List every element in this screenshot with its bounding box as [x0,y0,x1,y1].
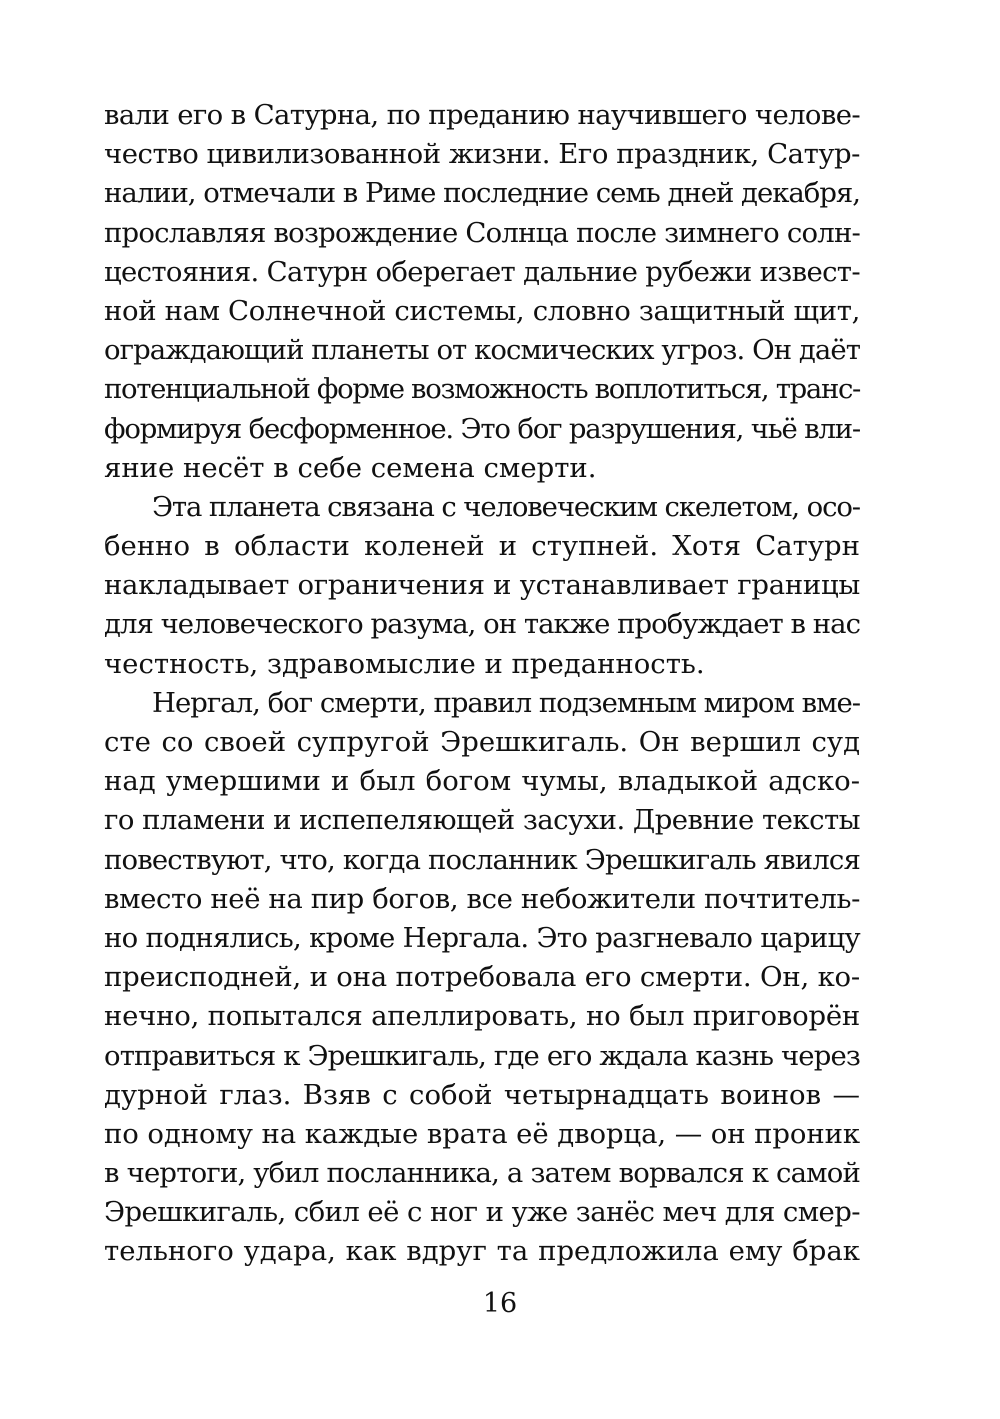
text-line: яние несёт в себе семена смерти. [104,451,597,484]
text-line: над умершими и был богом чумы, владыкой адско- [104,765,860,798]
text-line: ной нам Солнечной системы, словно защитный щит, [104,294,861,327]
text-line: но поднялись, кроме Нергала. Это разгневало царицу [104,921,860,954]
text-line: накладывает ограничения и устанавливает границы [104,569,860,602]
text-line: отправиться к Эрешкигаль, где его ждала казнь через [104,1039,861,1072]
paragraph [104,684,860,1272]
text-line: Нергал, бог смерти, правил подземным миром вме- [152,686,861,719]
text-line: по одному на каждые врата её дворца, — он проник [104,1117,860,1150]
text-line: Эрешкигаль, сбил её с ног и уже занёс меч для смер- [104,1196,860,1229]
text-line: прославляя возрождение Солнца после зимнего солн- [104,216,860,249]
paragraph [104,488,860,684]
text-line: нечно, попытался апеллировать, но был приговорён [104,1000,860,1033]
text-line: в чертоги, убил посланника, а затем ворвался к самой [104,1157,861,1190]
text-line: формируя бесформенное. Это бог разрушения, чьё вли- [104,412,860,445]
text-line: честность, здравомыслие и преданность. [104,647,705,680]
text-line: потенциальной форме возможность воплотиться, транс- [104,373,861,406]
text-line: повествуют, что, когда посланник Эрешкигаль явился [104,843,860,876]
text-line: сте со своей супругой Эрешкигаль. Он вершил суд [104,726,860,758]
text-line: ограждающий планеты от космических угроз. Он даёт [104,334,860,367]
text-line: для человеческого разума, он также пробуждает в нас [104,608,860,641]
text-line: чество цивилизованной жизни. Его праздник, Сатур- [104,138,860,171]
text-line: вали его в Сатурна, по преданию научившего челове- [104,99,860,131]
text-line: тельного удара, как вдруг та предложила ему брак [104,1235,860,1268]
text-line: преисподней, и она потребовала его смерти. Он, ко- [104,961,861,994]
text-line: го пламени и испепеляющей засухи. Древние тексты [104,804,860,837]
text-line: Эта планета связана с человеческим скелетом, осо- [152,490,860,523]
body-text [104,96,860,1272]
text-line: налии, отмечали в Риме последние семь дней декабря, [104,177,861,210]
page-number: 16 [482,1288,518,1319]
text-line: цестояния. Сатурн оберегает дальние рубежи извест- [104,255,860,288]
text-line: дурной глаз. Взяв с собой четырнадцать воинов — [104,1078,860,1111]
text-line: вместо неё на пир богов, все небожители почтитель- [104,882,860,915]
text-line: бенно в области коленей и ступней. Хотя Сатурн [104,530,860,563]
paragraph [104,96,860,488]
